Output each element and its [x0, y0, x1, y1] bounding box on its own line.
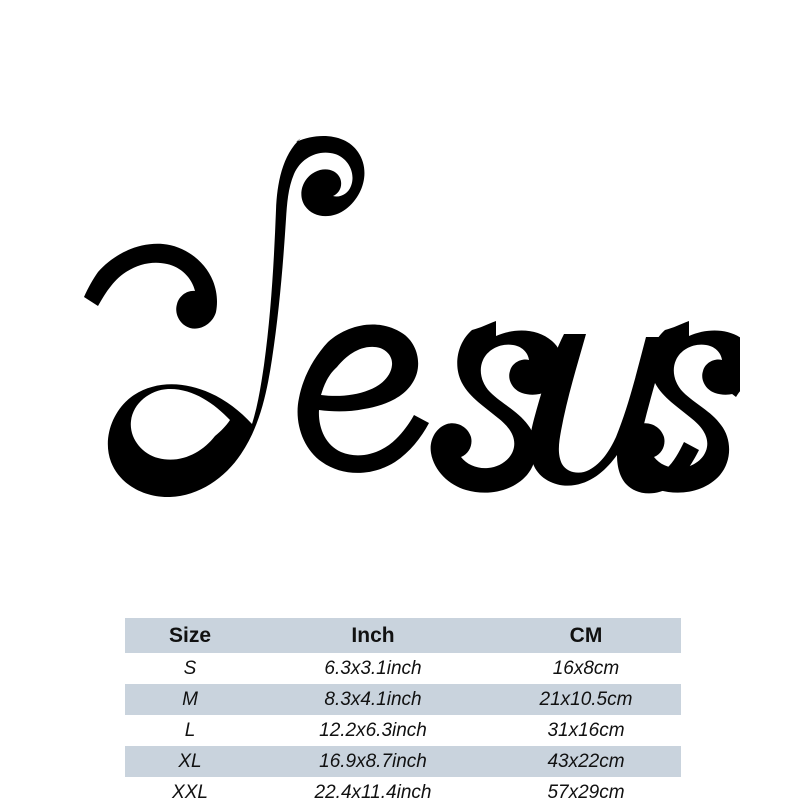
jesus-wordmark-icon — [60, 120, 740, 520]
cell-size: XL — [178, 751, 202, 772]
table-row — [125, 715, 681, 746]
table-row — [125, 684, 681, 715]
cell-cm: 21x10.5cm — [539, 689, 633, 710]
cell-inch: 12.2x6.3inch — [319, 720, 427, 741]
cell-inch: 8.3x4.1inch — [324, 689, 422, 710]
cell-inch: 22.4x11.4inch — [314, 782, 432, 803]
cell-size: L — [184, 720, 196, 741]
cell-inch: 16.9x8.7inch — [319, 751, 427, 772]
column-header-inch: Inch — [351, 624, 395, 647]
table-header-row — [125, 618, 681, 653]
column-header-cm: CM — [569, 624, 603, 647]
cell-cm: 43x22cm — [547, 751, 625, 772]
cell-cm: 57x29cm — [547, 782, 625, 803]
cell-inch: 6.3x3.1inch — [324, 658, 422, 679]
table-row — [125, 746, 681, 777]
size-chart-body — [125, 653, 681, 808]
cell-size: XXL — [172, 782, 208, 803]
cell-size: S — [183, 658, 197, 679]
table-row — [125, 653, 681, 684]
size-chart-table — [125, 618, 681, 808]
table-row — [125, 777, 681, 808]
column-header-size: Size — [168, 624, 212, 647]
size-chart-header — [125, 618, 681, 653]
cell-size: M — [182, 689, 198, 710]
cell-cm: 31x16cm — [547, 720, 625, 741]
cell-cm: 16x8cm — [552, 658, 620, 679]
